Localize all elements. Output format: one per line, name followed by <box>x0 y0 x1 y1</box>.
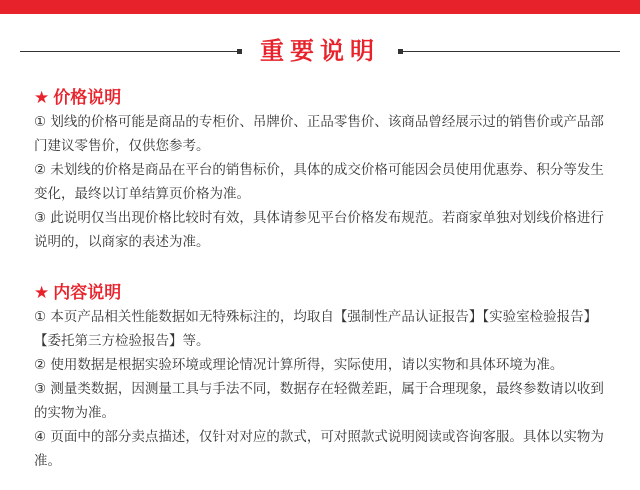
content-item-4: ④ 页面中的部分卖点描述，仅针对对应的款式，可对照款式说明阅读或咨询客服。具体以实物为准。 <box>34 429 604 469</box>
page-title: 重要说明 <box>260 37 380 65</box>
content-section <box>34 281 614 473</box>
content-item-1: ① 本页产品相关性能数据如无特殊标注的，均取自【强制性产品认证报告】【实验室检验报告】【委托第三方检验报告】等。 <box>34 309 598 349</box>
star-icon: ★ <box>34 88 50 108</box>
content-section-heading <box>34 281 614 305</box>
top-accent-bar <box>0 0 640 14</box>
price-section <box>34 86 614 254</box>
price-item-2: ② 未划线的价格是商品在平台的销售标价，具体的成交价格可能因会员使用优惠券、积分等发生变化，最终以订单结算页价格为准。 <box>34 162 604 202</box>
content-heading-text: 内容说明 <box>53 283 122 303</box>
price-section-heading <box>34 86 614 110</box>
star-icon: ★ <box>34 283 50 303</box>
price-item-3: ③ 此说明仅当出现价格比较时有效，具体请参见平台价格发布规范。若商家单独对划线价格进行说明的，以商家的表述为准。 <box>34 210 604 250</box>
title-divider-left <box>20 51 240 52</box>
price-heading-text: 价格说明 <box>53 88 122 108</box>
title-row <box>0 34 640 68</box>
content-item-3: ③ 测量类数据，因测量工具与手法不同，数据存在轻微差距，属于合理现象，最终参数请以收到的实物为准。 <box>34 381 604 421</box>
title-divider-right <box>400 51 620 52</box>
content-item-2: ② 使用数据是根据实验环境或理论情况计算所得，实际使用，请以实物和具体环境为准。 <box>34 357 564 373</box>
price-item-1: ① 划线的价格可能是商品的专柜价、吊牌价、正品零售价、该商品曾经展示过的销售价或产品部门建议零售价，仅供您参考。 <box>34 114 604 154</box>
